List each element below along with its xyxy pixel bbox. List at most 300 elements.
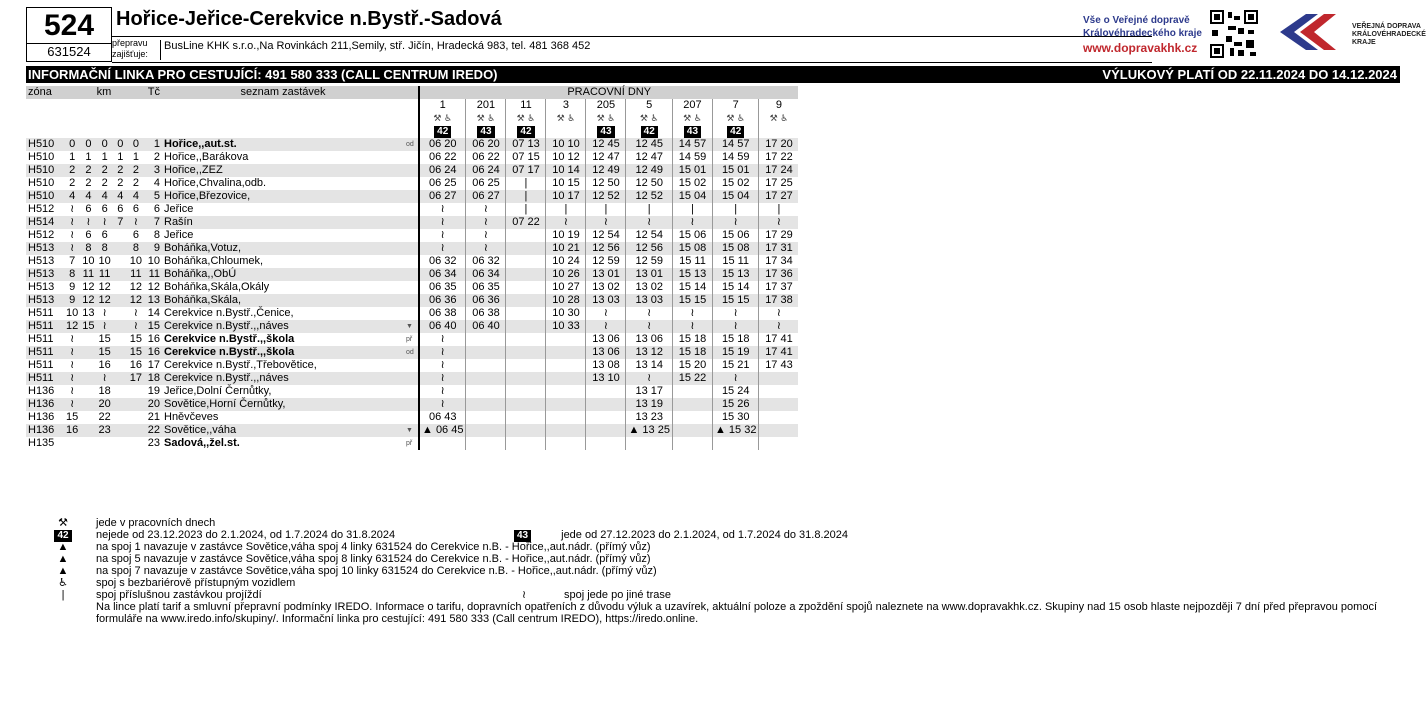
tariff-note: Na lince platí tarif a smluvní přepravní podmínky IREDO. Informace o tarifu, dopravních opatřeních z důvodu výluk a uzavírek, aktuální poloze a zpoždění spojů naleznete na www.dopravakhk.cz. Skupiny nad 15 osob hlaste nejpozději 7 dní před přepravou pomocí formuláře na www.iredo.info/skupiny/. Informační linka pro cestující: 491 580 333 (Call centrum IREDO), https://iredo.online. bbox=[96, 601, 1378, 625]
departure-time: ≀ bbox=[759, 216, 799, 229]
badge-43-icon: 43 bbox=[477, 126, 494, 138]
departure-time: 06 40 bbox=[419, 320, 466, 333]
departure-time bbox=[759, 372, 799, 385]
departure-time: 13 06 bbox=[586, 333, 626, 346]
km-value: 12 bbox=[129, 294, 142, 306]
departure-time bbox=[586, 385, 626, 398]
km-value: ≀ bbox=[97, 216, 113, 229]
departure-time: 10 21 bbox=[546, 242, 586, 255]
zone: H513 bbox=[26, 242, 64, 255]
departure-time: 14 59 bbox=[672, 151, 712, 164]
departure-time bbox=[466, 359, 506, 372]
km-value: 7 bbox=[69, 255, 76, 267]
departure-time: 17 36 bbox=[759, 268, 799, 281]
departure-time: 15 14 bbox=[672, 281, 712, 294]
note-row: ▲ na spoj 5 navazuje v zastávce Sovětice,váha spoj 8 linky 631524 do Cerekvice n.B. - Hořice,,aut.nádr. (přímý vůz) bbox=[52, 553, 1396, 565]
departure-time bbox=[506, 372, 546, 385]
stop-number: 14 bbox=[147, 307, 160, 319]
departure-time: 14 57 bbox=[672, 138, 712, 151]
km-value: 0 bbox=[64, 138, 80, 151]
blank bbox=[26, 125, 64, 138]
stop-name: Boháňka,,ObÚ bbox=[162, 268, 404, 281]
stop-name: Jeřice bbox=[164, 229, 194, 241]
note-row: ▲ na spoj 7 navazuje v zastávce Sovětice,váha spoj 10 linky 631524 do Cerekvice n.B. - Hořice,,aut.nádr. (přímý vůz) bbox=[52, 565, 1396, 577]
departure-time: 06 38 bbox=[419, 307, 466, 320]
blank bbox=[26, 112, 64, 125]
departure-time: 10 33 bbox=[546, 320, 586, 333]
departure-time bbox=[546, 411, 586, 424]
km-value: 15 bbox=[98, 333, 111, 345]
table-header-row bbox=[26, 86, 798, 99]
departure-time: ≀ bbox=[626, 372, 672, 385]
departure-time: 15 11 bbox=[672, 255, 712, 268]
km-value: 4 bbox=[97, 190, 113, 203]
departure-time: 13 01 bbox=[586, 268, 626, 281]
arr-dep-flag bbox=[404, 229, 419, 242]
km-value bbox=[113, 385, 128, 398]
trip-number: 207 bbox=[672, 99, 712, 112]
departure-time: 17 31 bbox=[759, 242, 799, 255]
departure-time bbox=[466, 385, 506, 398]
km-value bbox=[113, 281, 128, 294]
route-title: Hořice-Jeřice-Cerekvice n.Bystř.-Sadová bbox=[116, 8, 502, 30]
stop-row bbox=[26, 437, 798, 450]
departure-time: 12 47 bbox=[586, 151, 626, 164]
departure-time: 15 26 bbox=[712, 398, 758, 411]
departure-time: 06 20 bbox=[466, 138, 506, 151]
departure-time: 13 02 bbox=[586, 281, 626, 294]
stop-row bbox=[26, 411, 798, 424]
arr-dep-flag bbox=[404, 242, 419, 255]
stop-row bbox=[26, 294, 798, 307]
blank bbox=[26, 99, 64, 112]
vdk-url[interactable]: www.dopravakhk.cz bbox=[1083, 41, 1198, 55]
km-value: 7 bbox=[113, 216, 128, 229]
departure-time: | bbox=[546, 203, 586, 216]
stop-number: 16 bbox=[147, 333, 160, 345]
departure-time: 15 18 bbox=[712, 333, 758, 346]
table-header-row bbox=[26, 112, 798, 125]
km-value: 4 bbox=[80, 190, 96, 203]
km-value: 12 bbox=[98, 294, 111, 306]
departure-time: 15 11 bbox=[712, 255, 758, 268]
arr-dep-flag bbox=[404, 372, 419, 385]
stop-name: Jeřice bbox=[164, 203, 194, 215]
km-value bbox=[97, 437, 113, 450]
km-value bbox=[128, 398, 144, 411]
zone: H136 bbox=[26, 398, 64, 411]
departure-time: 15 08 bbox=[712, 242, 758, 255]
departure-time: 06 40 bbox=[466, 320, 506, 333]
stop-name: Hořice,Chvalina,odb. bbox=[164, 177, 267, 189]
departure-time: | bbox=[586, 203, 626, 216]
departure-time bbox=[759, 385, 799, 398]
blank bbox=[113, 112, 128, 125]
departure-time: 12 45 bbox=[626, 138, 672, 151]
km-value: 9 bbox=[69, 281, 76, 293]
departure-time: ≀ bbox=[672, 320, 712, 333]
departure-time bbox=[506, 242, 546, 255]
departure-time bbox=[506, 385, 546, 398]
km-value: 18 bbox=[98, 385, 111, 397]
departure-time: 12 47 bbox=[626, 151, 672, 164]
departure-time: 10 15 bbox=[546, 177, 586, 190]
km-value: 12 bbox=[82, 294, 95, 306]
departure-time: ≀ bbox=[419, 203, 466, 216]
triangle-icon: ▲ bbox=[57, 553, 69, 565]
departure-time bbox=[466, 411, 506, 424]
stop-name: Boháňka,Votuz, bbox=[162, 242, 404, 255]
blank bbox=[64, 112, 80, 125]
timetable-header bbox=[26, 7, 1426, 63]
departure-time: ≀ bbox=[419, 359, 466, 372]
departure-time bbox=[672, 411, 712, 424]
qr-code-icon bbox=[1210, 10, 1258, 58]
stop-row bbox=[26, 359, 798, 372]
departure-time: 10 14 bbox=[546, 164, 586, 177]
departure-time bbox=[419, 437, 466, 450]
arr-dep-flag bbox=[404, 307, 419, 320]
header-tc: Tč bbox=[144, 86, 162, 99]
km-value bbox=[80, 359, 96, 372]
stop-name: Hořice,,Barákova bbox=[164, 151, 249, 163]
km-value: 12 bbox=[82, 281, 95, 293]
trip-number: 205 bbox=[586, 99, 626, 112]
trip-badge bbox=[419, 125, 466, 138]
departure-time: ▲ 13 25 bbox=[626, 424, 672, 437]
departure-time: 06 35 bbox=[466, 281, 506, 294]
departure-time: 15 06 bbox=[712, 229, 758, 242]
km-value: 12 bbox=[129, 281, 142, 293]
zone: H513 bbox=[26, 268, 64, 281]
km-value: 8 bbox=[80, 242, 96, 255]
table-header-row bbox=[26, 125, 798, 138]
trip-number: 11 bbox=[506, 99, 546, 112]
departure-time: | bbox=[506, 190, 546, 203]
zone: H514 bbox=[26, 216, 64, 229]
km-value bbox=[80, 411, 96, 424]
trip-symbols: ⚒ ♿ bbox=[672, 112, 712, 125]
km-value: ≀ bbox=[128, 320, 144, 333]
departure-time: 15 19 bbox=[712, 346, 758, 359]
stop-number: 11 bbox=[144, 268, 162, 281]
arr-dep-flag bbox=[404, 190, 419, 203]
badge-43-icon: 43 bbox=[597, 126, 614, 138]
trip-symbols: ⚒ ♿ bbox=[759, 112, 799, 125]
departure-time: ≀ bbox=[626, 307, 672, 320]
departure-time: 06 36 bbox=[466, 294, 506, 307]
header-km: km bbox=[64, 86, 144, 99]
km-value: 11 bbox=[80, 268, 96, 281]
km-value bbox=[113, 424, 128, 437]
departure-time bbox=[466, 372, 506, 385]
km-value: 6 bbox=[117, 203, 124, 215]
stop-name: Hořice,,ZEZ bbox=[162, 164, 404, 177]
departure-time: ≀ bbox=[466, 229, 506, 242]
km-value bbox=[113, 372, 128, 385]
note-row: 42 nejede od 23.12.2023 do 2.1.2024, od 1.7.2024 do 31.8.2024 43 jede od 27.12.2023 do 2.1.2024, od 1.7.2024 do 31.8.2024 bbox=[52, 529, 1396, 541]
departure-time bbox=[672, 385, 712, 398]
km-value bbox=[128, 385, 144, 398]
departure-time: 06 22 bbox=[419, 151, 466, 164]
arr-dep-flag: př bbox=[404, 437, 419, 450]
departure-time bbox=[586, 411, 626, 424]
departure-time bbox=[506, 255, 546, 268]
trip-badge bbox=[672, 125, 712, 138]
departure-time: 10 28 bbox=[546, 294, 586, 307]
departure-time: 14 59 bbox=[712, 151, 758, 164]
zone: H136 bbox=[28, 411, 55, 423]
stop-name: Cerekvice n.Bystř.,,škola bbox=[162, 346, 404, 359]
km-value bbox=[113, 229, 128, 242]
km-value: 12 bbox=[66, 320, 79, 332]
departure-time: ≀ bbox=[546, 216, 586, 229]
arr-dep-flag: od bbox=[404, 138, 419, 151]
departure-time: ≀ bbox=[419, 242, 466, 255]
departure-time: 15 21 bbox=[712, 359, 758, 372]
departure-time: 10 19 bbox=[546, 229, 586, 242]
zone: H512 bbox=[28, 229, 55, 241]
stop-name: Cerekvice n.Bystř.,,škola bbox=[164, 333, 295, 345]
badge-43-icon: 43 bbox=[684, 126, 701, 138]
departure-time bbox=[506, 307, 546, 320]
km-value bbox=[80, 385, 96, 398]
departure-time: 12 56 bbox=[626, 242, 672, 255]
stop-row bbox=[26, 398, 798, 411]
departure-time bbox=[506, 346, 546, 359]
departure-time: 10 24 bbox=[546, 255, 586, 268]
blank bbox=[80, 125, 96, 138]
trip-symbols: ⚒ ♿ bbox=[506, 112, 546, 125]
stop-name: Sovětice,Horní Černůtky, bbox=[162, 398, 404, 411]
departure-time: 15 30 bbox=[712, 411, 758, 424]
km-value bbox=[113, 411, 128, 424]
departure-time: 06 34 bbox=[466, 268, 506, 281]
blank bbox=[162, 99, 404, 112]
departure-time bbox=[759, 437, 799, 450]
km-value: ≀ bbox=[64, 398, 80, 411]
departure-time: 15 08 bbox=[672, 242, 712, 255]
arr-dep-flag: ▼ bbox=[404, 424, 419, 437]
zone: H511 bbox=[28, 333, 54, 345]
km-value: ≀ bbox=[64, 372, 80, 385]
stop-name: Cerekvice n.Bystř.,Třebovětice, bbox=[164, 359, 317, 371]
departure-time bbox=[506, 398, 546, 411]
departure-time: 07 22 bbox=[506, 216, 546, 229]
km-value: 16 bbox=[98, 359, 111, 371]
departure-time: 06 34 bbox=[419, 268, 466, 281]
arr-dep-flag bbox=[404, 411, 419, 424]
stop-number: 4 bbox=[153, 177, 160, 189]
trip-number: 201 bbox=[466, 99, 506, 112]
departure-time bbox=[546, 333, 586, 346]
departure-time bbox=[546, 424, 586, 437]
zone: H513 bbox=[28, 281, 55, 293]
arr-dep-flag bbox=[404, 385, 419, 398]
km-value: 0 bbox=[97, 138, 113, 151]
stop-number: 13 bbox=[144, 294, 162, 307]
stop-number: 23 bbox=[147, 437, 160, 449]
departure-time: 10 10 bbox=[546, 138, 586, 151]
departure-time: ≀ bbox=[672, 216, 712, 229]
trip-badge bbox=[546, 125, 586, 138]
km-value: 23 bbox=[98, 424, 111, 436]
km-value bbox=[128, 424, 144, 437]
arr-dep-flag: ▼ bbox=[404, 320, 419, 333]
blank bbox=[113, 125, 128, 138]
km-value: 4 bbox=[64, 190, 80, 203]
zone: H511 bbox=[28, 359, 54, 371]
trip-number: 5 bbox=[626, 99, 672, 112]
km-value: 0 bbox=[113, 138, 128, 151]
km-value: ≀ bbox=[64, 346, 80, 359]
departure-time: 13 10 bbox=[586, 372, 626, 385]
km-value: 15 bbox=[82, 320, 95, 332]
km-value: 2 bbox=[85, 177, 92, 189]
departure-time: ≀ bbox=[586, 307, 626, 320]
km-value bbox=[113, 320, 128, 333]
km-value: 8 bbox=[64, 268, 80, 281]
km-value: 10 bbox=[82, 255, 95, 267]
trip-symbols: ⚒ ♿ bbox=[626, 112, 672, 125]
trip-number: 1 bbox=[419, 99, 466, 112]
stop-row bbox=[26, 138, 798, 151]
km-value bbox=[113, 255, 128, 268]
km-value bbox=[113, 333, 128, 346]
blank bbox=[97, 125, 113, 138]
departure-time: 06 38 bbox=[466, 307, 506, 320]
departure-time: 17 25 bbox=[759, 177, 799, 190]
badge-42-icon: 42 bbox=[54, 530, 71, 542]
departure-time: ≀ bbox=[626, 216, 672, 229]
info-line: INFORMAČNÍ LINKA PRO CESTUJÍCÍ: 491 580 333 (CALL CENTRUM IREDO) bbox=[28, 67, 498, 82]
departure-time: 17 37 bbox=[759, 281, 799, 294]
zone: H510 bbox=[28, 177, 55, 189]
km-value: 0 bbox=[128, 138, 144, 151]
departure-time bbox=[506, 320, 546, 333]
departure-time: ≀ bbox=[672, 307, 712, 320]
stop-number: 20 bbox=[144, 398, 162, 411]
km-value: ≀ bbox=[80, 216, 96, 229]
zone: H510 bbox=[26, 164, 64, 177]
km-value: 0 bbox=[80, 138, 96, 151]
km-value: ≀ bbox=[128, 216, 144, 229]
header-spacer bbox=[404, 86, 419, 99]
departure-time: ≀ bbox=[712, 307, 758, 320]
km-value: 2 bbox=[117, 177, 124, 189]
km-value: 2 bbox=[132, 177, 139, 189]
zone: H513 bbox=[28, 255, 55, 267]
badge-42-icon: 42 bbox=[727, 126, 744, 138]
stop-row bbox=[26, 281, 798, 294]
km-value: 11 bbox=[97, 268, 113, 281]
departure-time bbox=[672, 398, 712, 411]
departure-time: 17 34 bbox=[759, 255, 799, 268]
departure-time bbox=[466, 333, 506, 346]
km-value: 10 bbox=[66, 307, 79, 319]
arr-dep-flag bbox=[404, 151, 419, 164]
km-value: 10 bbox=[98, 255, 111, 267]
departure-time: ▲ 06 45 bbox=[419, 424, 466, 437]
blank bbox=[128, 125, 144, 138]
km-value: 9 bbox=[64, 294, 80, 307]
arr-dep-flag bbox=[404, 216, 419, 229]
km-value: 1 bbox=[101, 151, 108, 163]
departure-time: 12 56 bbox=[586, 242, 626, 255]
departure-time: 17 20 bbox=[759, 138, 799, 151]
departure-time: 15 15 bbox=[672, 294, 712, 307]
departure-time bbox=[759, 424, 799, 437]
stop-name: Hořice,Březovice, bbox=[162, 190, 404, 203]
departure-time bbox=[586, 398, 626, 411]
notes bbox=[52, 517, 1396, 625]
stop-number: 8 bbox=[153, 229, 160, 241]
departure-time: 10 26 bbox=[546, 268, 586, 281]
departure-time: ≀ bbox=[419, 346, 466, 359]
blank bbox=[404, 112, 419, 125]
departure-time bbox=[506, 359, 546, 372]
km-value: 6 bbox=[132, 229, 139, 241]
departure-time: 06 24 bbox=[419, 164, 466, 177]
stop-number: 1 bbox=[144, 138, 162, 151]
departure-time: ≀ bbox=[586, 320, 626, 333]
departure-time: 15 15 bbox=[712, 294, 758, 307]
km-value bbox=[113, 346, 128, 359]
pass-through-icon: | bbox=[61, 589, 65, 601]
departure-time: 15 01 bbox=[672, 164, 712, 177]
km-value: ≀ bbox=[70, 359, 75, 371]
km-value bbox=[113, 268, 128, 281]
departure-time: ≀ bbox=[759, 307, 799, 320]
stop-row bbox=[26, 164, 798, 177]
stop-row bbox=[26, 385, 798, 398]
trip-badge bbox=[466, 125, 506, 138]
blank bbox=[128, 112, 144, 125]
trip-symbols: ⚒ ♿ bbox=[419, 112, 466, 125]
arr-dep-flag bbox=[404, 281, 419, 294]
km-value: 2 bbox=[113, 164, 128, 177]
blank bbox=[144, 125, 162, 138]
note-row: | spoj příslušnou zastávkou projíždí ≀ spoj jede po jiné trase bbox=[52, 589, 1396, 601]
departure-time: 13 23 bbox=[626, 411, 672, 424]
other-route-icon: ≀ bbox=[522, 589, 527, 601]
departure-time: ≀ bbox=[419, 229, 466, 242]
badge-42-icon: 42 bbox=[434, 126, 451, 138]
zone: H136 bbox=[28, 385, 55, 397]
km-value bbox=[113, 307, 128, 320]
blank bbox=[80, 99, 96, 112]
departure-time: ≀ bbox=[419, 333, 466, 346]
km-value bbox=[80, 424, 96, 437]
departure-time: 13 14 bbox=[626, 359, 672, 372]
km-value bbox=[64, 437, 80, 450]
departure-time: 06 43 bbox=[419, 411, 466, 424]
departure-time: 10 27 bbox=[546, 281, 586, 294]
stop-number: 7 bbox=[144, 216, 162, 229]
departure-time: ≀ bbox=[419, 216, 466, 229]
km-value: 2 bbox=[128, 164, 144, 177]
departure-time bbox=[759, 398, 799, 411]
departure-time: 15 18 bbox=[672, 346, 712, 359]
departure-time: | bbox=[506, 177, 546, 190]
departure-time bbox=[506, 411, 546, 424]
km-value: ≀ bbox=[133, 307, 138, 319]
departure-time: 12 49 bbox=[586, 164, 626, 177]
arr-dep-flag bbox=[404, 177, 419, 190]
blank bbox=[64, 99, 80, 112]
blank bbox=[404, 125, 419, 138]
departure-time: 13 03 bbox=[626, 294, 672, 307]
